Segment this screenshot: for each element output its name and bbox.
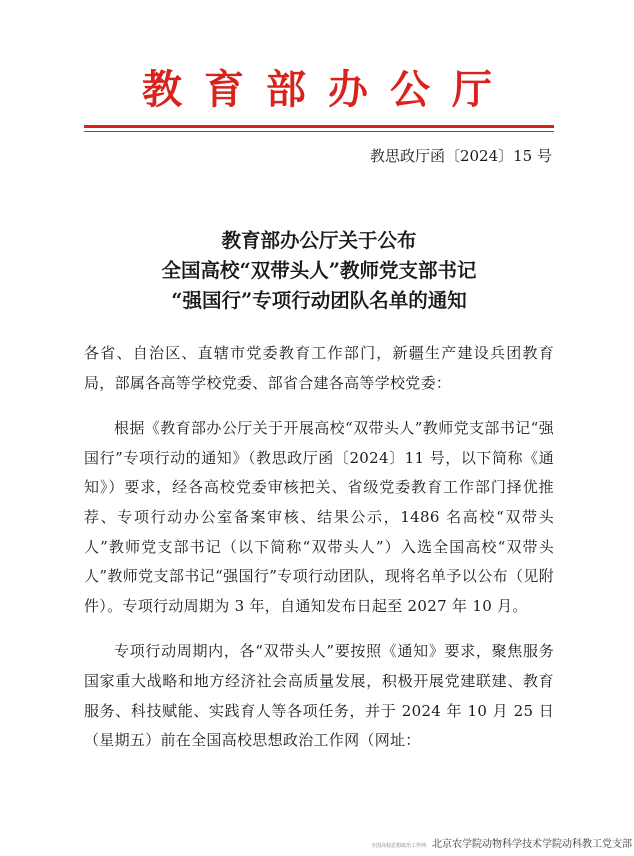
- title-line-3: “强国行”专项行动团队名单的通知: [171, 289, 467, 312]
- addressee-paragraph: 各省、自治区、直辖市党委教育工作部门，新疆生产建设兵团教育局，部属各高等学校党委、部省合建各高等学校党委：: [84, 344, 554, 392]
- footer-main-text: 北京农学院动物科学技术学院动科教工党支部: [432, 839, 632, 850]
- body-paragraph-1: 根据《教育部办公厅关于开展高校“双带头人”教师党支部书记“强国行”专项行动的通知》（教思政厅函〔2024〕11 号，以下简称《通知》）要求，经各高校党委审核把关、省级党委教育工作部门择优推荐、专项行动办公室备案审核、结果公示，1486 名高校“双带头人”教师党支部书记（以下简称“双带头人”）入选全国高校“双带头人”教师党支部书记“强国行”专项行动团队，现将名单予以公布（见附件）。专项行动周期为 3 年，自通知发布日起至 2027 年 10 月。: [84, 419, 554, 615]
- footer-watermark: [371, 838, 632, 853]
- masthead: 教育部办公厅: [142, 66, 514, 113]
- red-rule-thick: [84, 125, 554, 128]
- footer-small-text: 全国高校思想政治工作网: [370, 843, 426, 849]
- title-line-2: 全国高校“双带头人”教师党支部书记: [161, 259, 477, 282]
- title-line-1: 教育部办公厅关于公布: [221, 229, 417, 252]
- red-rule-thin: [84, 131, 554, 132]
- document-number: 教思政厅函〔2024〕15 号: [369, 147, 552, 165]
- document-title: [84, 226, 554, 316]
- document-body: [84, 339, 554, 772]
- body-paragraph-2: 专项行动周期内，各“双带头人”要按照《通知》要求，聚焦服务国家重大战略和地方经济社会高质量发展，积极开展党建联建、教育服务、科技赋能、实践育人等各项任务，并于 2024 年 10 月 25 日（星期五）前在全国高校思想政治工作网（网址：: [84, 642, 554, 750]
